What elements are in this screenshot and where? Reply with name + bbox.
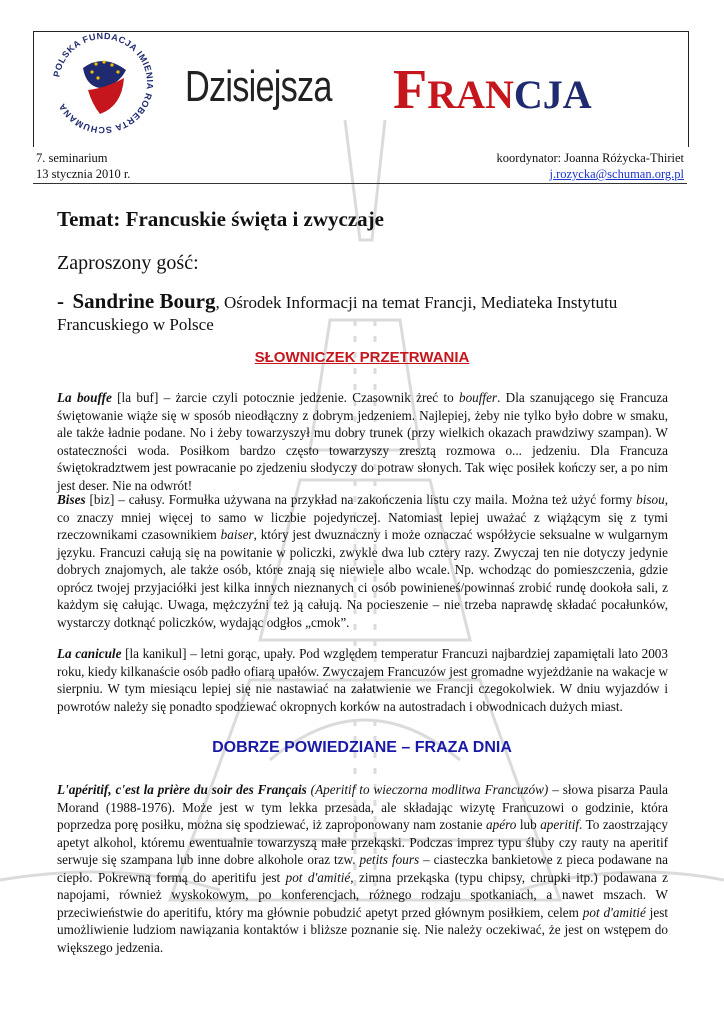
glossary-entry-la-canicule: La canicule [la kanikul] – letni gorąc, upały. Pod względem temperatur Francuzi najbardziej zapamiętali lato 2003 roku, kiedy kilkanaście osób padło ofiarą upałów. Zwyczajem Francuzów jest gromadne wyjeżdżanie na wakacje w sierpniu. W tym miesiącu lepiej się nie nastawiać na załatwienie we Francji czegokolwiek. W dniu wyjazdów i powrotów należy się ponadto spodziewać okropnych korków na autostradach i obwodnicach dużych miast. xyxy=(57,646,668,714)
title-dzisiejsza: Dzisiejsza xyxy=(185,62,332,111)
coordinator-name: koordynator: Joanna Różycka-Thiriet xyxy=(496,151,684,165)
section-phrase-heading: DOBRZE POWIEDZIANE – FRAZA DNIA xyxy=(212,739,512,756)
schuman-foundation-logo xyxy=(48,28,158,138)
seminar-number: 7. seminarium xyxy=(36,151,108,165)
newsletter-title xyxy=(185,59,592,132)
guest-name: Sandrine Bourg xyxy=(72,289,216,313)
guest-label: Zaproszony gość: xyxy=(57,252,199,274)
coordinator-info xyxy=(497,150,684,182)
seminar-info xyxy=(36,150,130,182)
phrase-of-the-day: L'apéritif, c'est la prière du soir des Français (Aperitif to wieczorna modlitwa Francuzów) – słowa pisarza Paula Morand (1988-1976). Może jest w tym lekka przesada, ale składając wizytę Francuzowi o godzinie, która poprzedza porę posiłku, można się spodziewać, iż zaproponowany nam zostanie apéro lub aperitif. To zaostrzający apetyt alkohol, któremu ewentualnie towarzyszą małe przekąski. Podczas imprez typu śluby czy rauty na aperitif serwuje się szampana lub inne dobre alkohole oraz tzw. petits fours – ciasteczka bankietowe z pieca podawane na ciepło. Pokrewną formą do aperitifu jest pot d'amitié, zimna przekąska (typu chipsy, chrupki itp.) podawana z napojami, również wyskokowym, po konferencjach, różnego rodzaju spotkaniach, a nawet mszach. W przeciwieństwie do aperitifu, który ma głównie pobudzić apetyt przed głównym posiłkiem, celem pot d'amitié jest umożliwienie ludziom nawiązania kontaktów i bliższe poznanie się. Nie należy oczekiwać, że jest on wstępem do większego jedzenia. xyxy=(57,782,668,955)
topic-heading: Temat: Francuskie święta i zwyczaje xyxy=(57,207,384,231)
guest-line: - Sandrine Bourg, Ośrodek Informacji na temat Francji, Mediateka Instytutu Francuskiego w Polsce xyxy=(57,289,618,334)
title-francja: FRANCJA xyxy=(393,59,592,121)
seminar-date: 13 stycznia 2010 r. xyxy=(36,167,131,181)
coordinator-email-link[interactable]: j.rozycka@schuman.org.pl xyxy=(549,167,684,181)
header-divider xyxy=(33,183,687,184)
section-glossary-heading: SŁOWNICZEK PRZETRWANIA xyxy=(254,349,470,366)
guest-affiliation: , Ośrodek Informacji na temat Francji, Mediateka Instytutu Francuskiego w Polsce xyxy=(57,293,618,334)
svg-text:POLSKA FUNDACJA IMIENIA ROBERT: POLSKA FUNDACJA IMIENIA ROBERTA SCHUMANA xyxy=(51,30,156,136)
glossary-entry-bises: Bises [biz] – całusy. Formułka używana na przykład na zakończenia listu czy maila. Można też użyć formy bisou, co znaczy mniej więcej to samo w liczbie pojedynczej. Natomiast lepiej uważać z wiążącym się z tymi rzeczownikami czasownikiem baiser, który jest dwuznaczny i może oznaczać współżycie seksualne w wulgarnym języku. Francuzi całują się na powitanie w policzki, zwykle dwa lub cztery razy. Zwyczaj ten nie dotyczy jedynie dobrych znajomych, ale także osób, które znają się niewiele albo wcale. Np. wchodząc do pomieszczenia, gdzie oprócz twojej przyjaciółki jest kilka innych nieznanych ci osób powinieneś/powinnaś zrobić rundę dookoła sali, z każdym się całując. Uwaga, mężczyźni też ją całują. Na pocieszenie – nie trzeba naprawdę składać pocałunków, wystarczy dotknąć policzków, wydając odgłos „cmok”. xyxy=(57,492,668,630)
glossary-entry-la-bouffe: La bouffe [la buf] – żarcie czyli potocznie jedzenie. Czasownik żreć to bouffer. Dla szanującego się Francuza świętowanie wiąże się w sposób nieodłączny z dobrym jedzeniem. Najlepiej, żeby nie tylko było dobre w smaku, ale także ładnie podane. No i żeby towarzyszył mu dobry trunek (przy wielkich okazach prawdziwy szampan). W ostateczności woda. Posiłkom bardzo często towarzyszy zresztą rozmowa o... jedzeniu. Dla Francuza świętokradztwem jest powracanie po zjedzeniu słodyczy do potraw słonych. Tak więc posiłek kończy ser, a po nim jest deser. Nie na odwrót! xyxy=(57,390,668,493)
